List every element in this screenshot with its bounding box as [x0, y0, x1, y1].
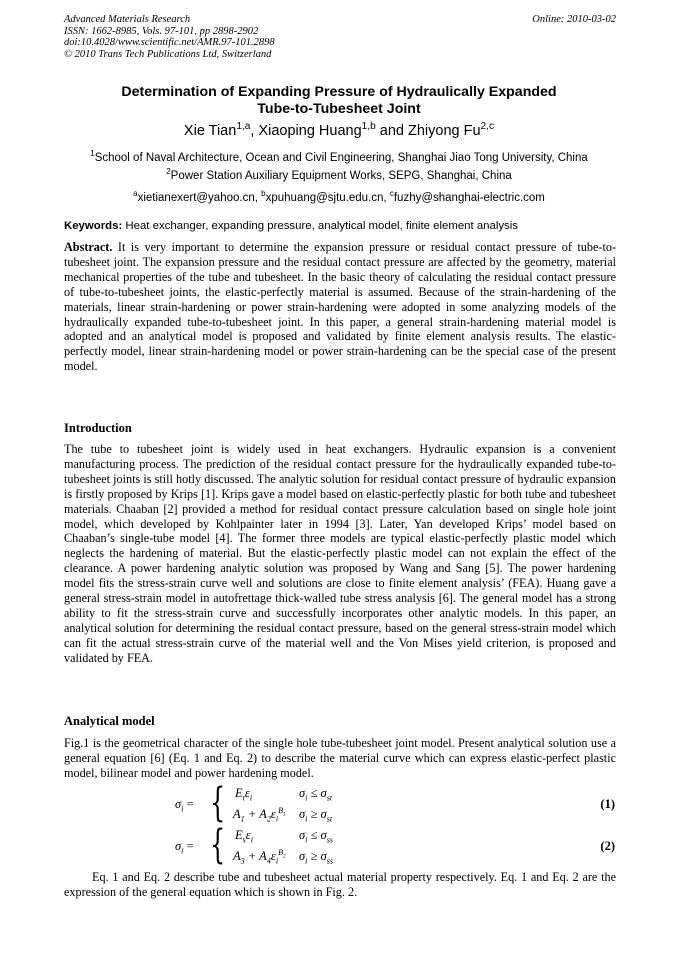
introduction-paragraph: The tube to tubesheet joint is widely used in heat exchangers. Hydraulic expansion is a convenient manufacturing process. The prediction of the residual contact pressure for the hydraulically expanded tube-to-tubesheet joints is still hotly discussed. The analytic solution for residual contact pressure of hydraulic expansion is firstly proposed by Krips [1]. Krips gave a model based on elastic-perfectly plastic for both tube and tubesheet materials. Chaaban [2] provided a method for residual contact pressure calculation based on single hole joint model, which developed by Kohlpainter later in 1994 [3]. Later, Yan developed Krips’ model based on Chaaban’s single-tube model [4]. The former three models are typical elastic-perfectly plastic model which neglects the hardening of material. But the elastic-perfectly plastic model can not explain the effect of the clearance. A power hardening analytic solution was proposed by Wang and Sang [5]. The power hardening model fits the stress-strain curve well and solutions are close to finite element analysis’ (FEA). Huang gave a general stress-strain model in autofrettage thick-walled tube stress analysis [6]. The general model has a strong ability to fit the stress-strain curve and successfully incorporates other analytic models. In this paper, an analytical solution for determining the residual contact pressure, based on the general stress-strain model which can fit the actual stress-strain curve of the material well and the Von Mises yield criterion, is proposed and validated by FEA. — [64, 442, 616, 665]
left-brace-symbol: { — [210, 822, 226, 868]
author-name: Zhiyong Fu — [408, 123, 481, 139]
affiliation-text: School of Naval Architecture, Ocean and Civil Engineering, Shanghai Jiao Tong University, China — [94, 152, 588, 164]
abstract — [64, 240, 616, 374]
equation-row-1-condition: $\sigma_i \le \sigma_{ss}$ — [299, 828, 334, 845]
doi-line: doi:10.4028/www.scientific.net/AMR.97-101.2898 — [64, 37, 275, 48]
equation-row-1-condition: $\sigma_i \le \sigma_{st}$ — [299, 786, 333, 803]
author-affiliation-mark: 1,a — [236, 121, 251, 133]
equation-number: (1) — [600, 797, 615, 811]
equation-1 — [175, 780, 615, 826]
equation-row-2-condition: $\sigma_i \ge \sigma_{st}$ — [299, 807, 333, 824]
author-separator: and — [375, 123, 408, 139]
author-name: Xiaoping Huang — [258, 123, 362, 139]
journal-header — [64, 14, 616, 60]
affiliation-1 — [64, 151, 614, 165]
paper-title — [64, 84, 614, 118]
left-brace-symbol: { — [210, 780, 226, 826]
equation-lhs: $\sigma_i$ = — [175, 797, 194, 814]
email-mark: a — [133, 189, 138, 199]
email-address: xietianexert@yahoo.cn, — [137, 192, 262, 204]
equation-2 — [175, 822, 615, 868]
equation-row-2-condition: $\sigma_i \ge \sigma_{ss}$ — [299, 849, 334, 866]
journal-name: Advanced Materials Research — [64, 14, 191, 25]
email-list — [64, 191, 614, 205]
affiliation-text: Power Station Auxiliary Equipment Works, SEPG, Shanghai, China — [170, 170, 512, 182]
closing-paragraph: Eq. 1 and Eq. 2 describe tube and tubesheet actual material property respectively. Eq. 1 and Eq. 2 are the expression of the general equation which is shown in Fig. 2. — [64, 870, 616, 899]
email-mark: c — [389, 189, 394, 199]
online-date: Online: 2010-03-02 — [532, 14, 616, 25]
affiliation-mark: 1 — [90, 149, 95, 159]
email-mark: b — [261, 189, 266, 199]
author-name: Xie Tian — [183, 123, 237, 139]
equation-row-2-expression: $A_1 + A_2\varepsilon_i^{B_1}$ — [233, 805, 286, 824]
author-affiliation-mark: 1,b — [361, 121, 376, 133]
equation-row-1-expression: $E_t\varepsilon_i$ — [235, 786, 253, 803]
title-line-2: Tube-to-Tubesheet Joint — [257, 101, 421, 117]
keywords — [64, 219, 616, 233]
analytical-paragraph: Fig.1 is the geometrical character of the single hole tube-tubesheet joint model. Present analytical solution use a general equation [6] (Eq. 1 and Eq. 2) to describe the material curve which can express elastic-perfect plastic model, bilinear model and power hardening model. — [64, 736, 616, 780]
keywords-label: Keywords: — [64, 220, 123, 232]
author-affiliation-mark: 2,c — [480, 121, 495, 133]
title-line-1: Determination of Expanding Pressure of Hydraulically Expanded — [121, 84, 557, 100]
abstract-label: Abstract. — [64, 240, 113, 254]
author-separator: , — [250, 123, 259, 139]
equation-row-2-expression: $A_3 + A_4\varepsilon_i^{B_2}$ — [233, 847, 286, 866]
equation-lhs: $\sigma_i$ = — [175, 839, 194, 856]
author-list — [64, 123, 614, 140]
email-address: fuzhy@shanghai-electric.com — [393, 192, 545, 204]
email-address: xpuhuang@sjtu.edu.cn, — [265, 192, 390, 204]
section-heading-analytical-model: Analytical model — [64, 714, 155, 728]
copyright-line: © 2010 Trans Tech Publications Ltd, Switzerland — [64, 48, 272, 60]
issn-line: ISSN: 1662-8985, Vols. 97-101, pp 2898-2902 — [64, 25, 259, 37]
keywords-text: Heat exchanger, expanding pressure, analytical model, finite element analysis — [122, 220, 518, 232]
equation-number: (2) — [600, 839, 615, 853]
equation-row-1-expression: $E_s\varepsilon_i$ — [235, 828, 253, 845]
abstract-text: It is very important to determine the expansion pressure or residual contact pressure of tube-to-tubesheet joint. The expansion pressure and the residual contact pressure are affected by the geometry, material mechanical properties of the tube and tubesheet. In the basic theory of calculating the residual contact pressure of tube-to-tubesheet joints, the elastic-perfectly material is assumed. Because of the strain-hardening of the materials, linear strain-hardening or power strain-hardening were adopted in some analyzing models of the hydraulically expanded tube-to-tubesheet joint. In this paper, a general strain-hardening material model is adopted and an analytical model is proposed and validated by finite element analysis results. The elastic-perfectly model, linear strain-hardening model or power strain-hardening can be the special case of the present model. — [64, 240, 616, 374]
affiliation-2 — [64, 169, 614, 183]
section-heading-introduction: Introduction — [64, 421, 132, 435]
affiliation-mark: 2 — [166, 167, 171, 177]
